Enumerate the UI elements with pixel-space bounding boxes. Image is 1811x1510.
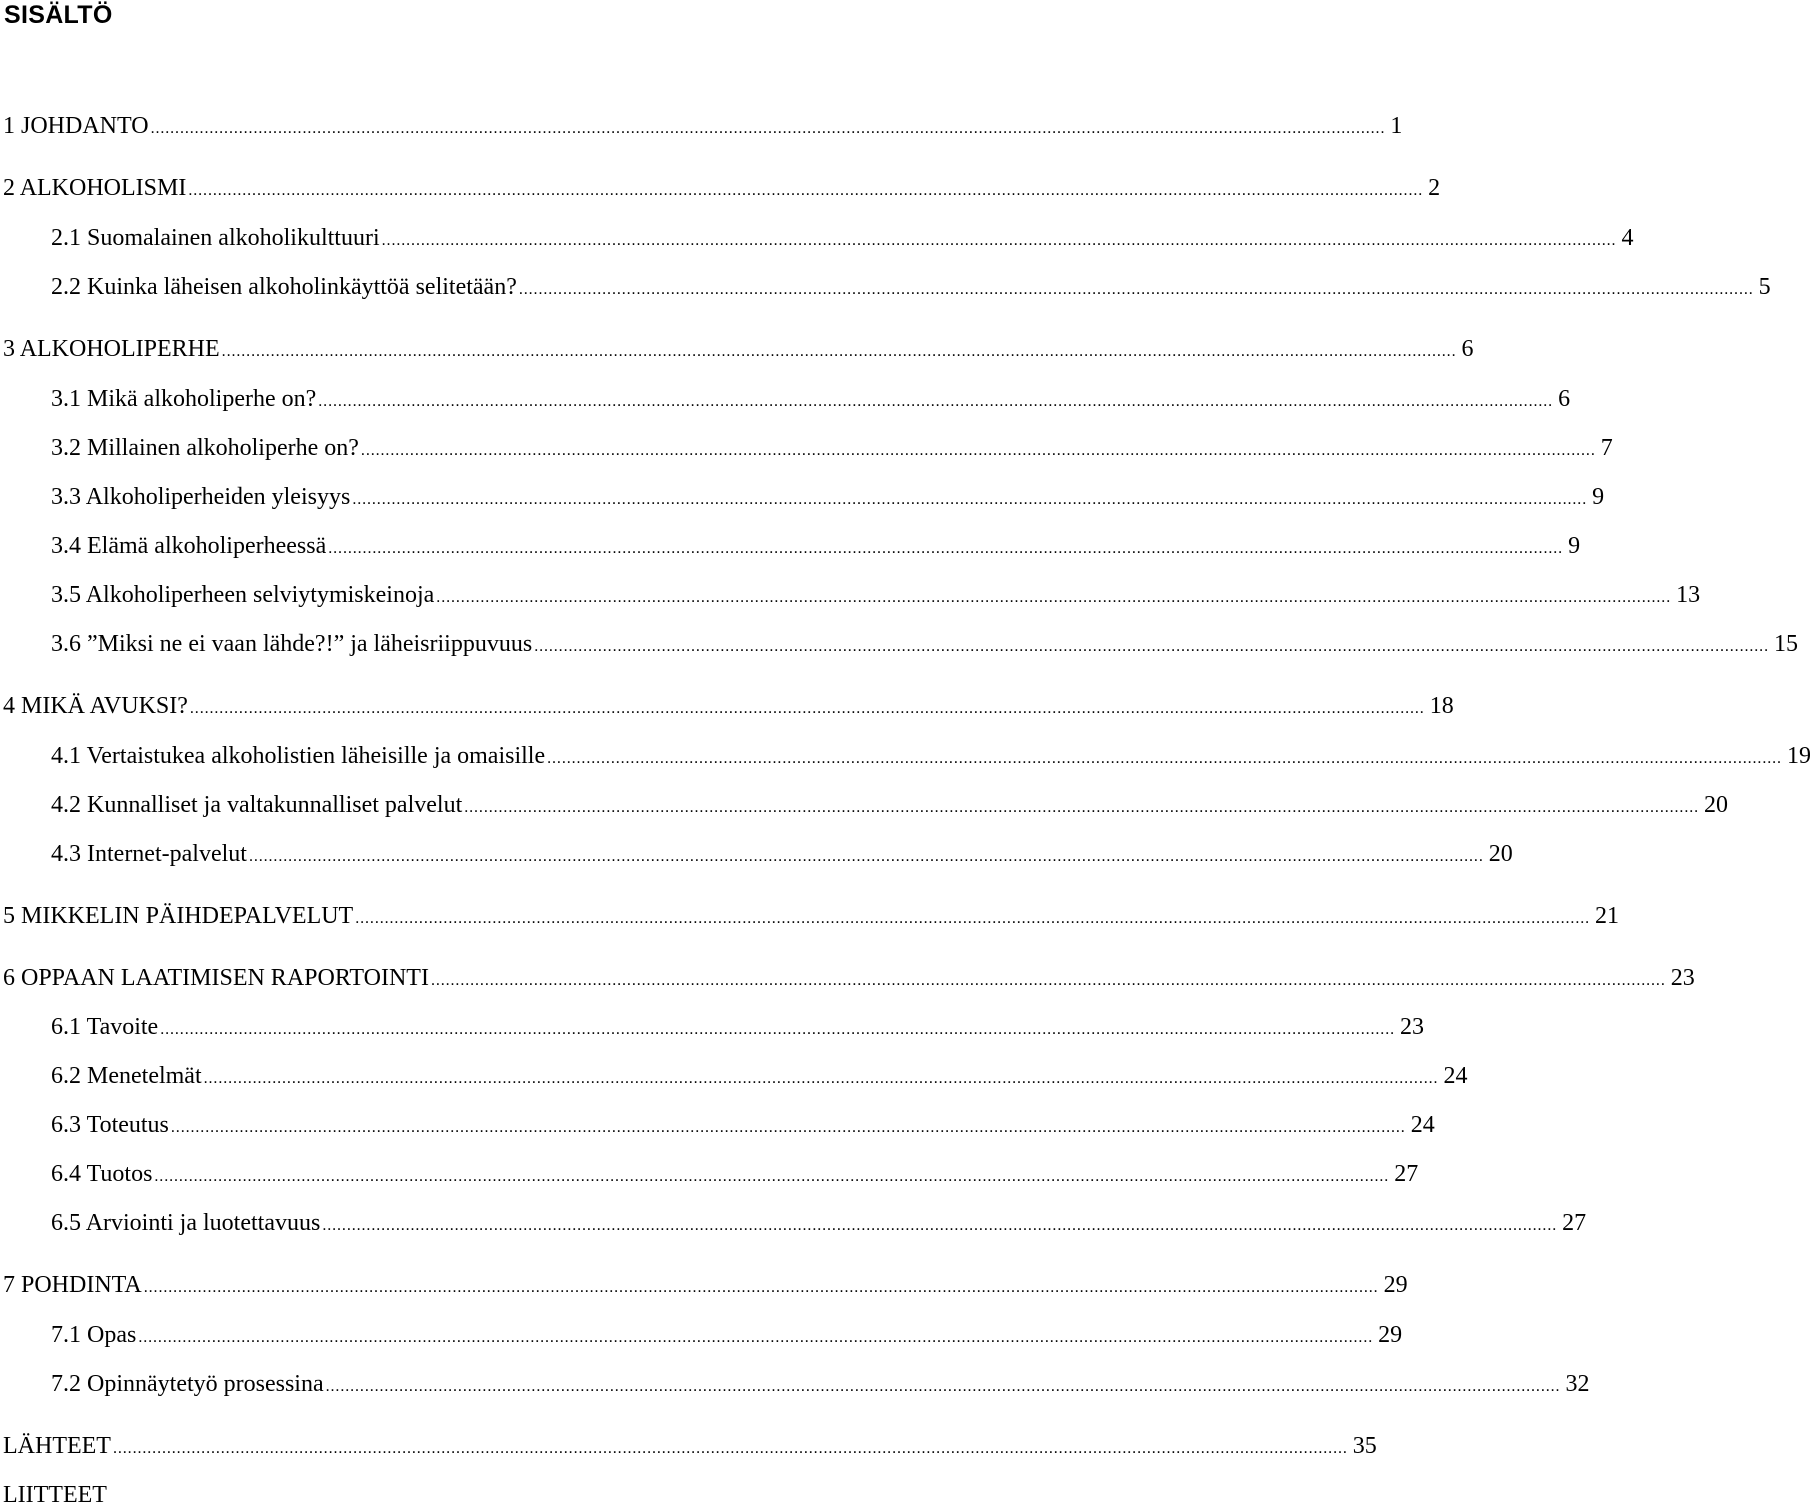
toc-leader: ............................................................................................................................................................................................................................................................ [318, 393, 1554, 410]
toc-page-number: 9 [1592, 484, 1605, 510]
toc-leader: ............................................................................................................................................................................................................................................................ [355, 910, 1591, 927]
toc-title: Menetelmät [87, 1063, 202, 1089]
toc-leader: ............................................................................................................................................................................................................................................................ [464, 799, 1700, 816]
toc-leader: ............................................................................................................................................................................................................................................................ [203, 1070, 1439, 1087]
toc-title: Alkoholiperheiden yleisyys [85, 484, 351, 510]
toc-number: 4 [3, 693, 15, 719]
toc-title: Vertaistukea alkoholistien läheisille ja omaisille [86, 743, 546, 769]
toc-number: 2.2 [51, 274, 81, 300]
toc-leader: ............................................................................................................................................................................................................................................................ [154, 1168, 1390, 1185]
toc-number: 7 [3, 1272, 15, 1298]
toc-entry[interactable] [3, 111, 1403, 141]
toc-leader: ............................................................................................................................................................................................................................................................ [352, 491, 1588, 508]
toc-page-number: 5 [1758, 274, 1771, 300]
toc-title: LIITTEET [3, 1482, 107, 1508]
toc-number: 6.2 [51, 1063, 81, 1089]
toc-number: 4.1 [51, 743, 81, 769]
toc-page-number: 7 [1600, 435, 1613, 461]
toc-page-number: 35 [1352, 1433, 1377, 1459]
toc-title: ALKOHOLIPERHE [19, 336, 220, 362]
toc-title: Internet-palvelut [87, 841, 247, 867]
toc-entry[interactable] [51, 1208, 1587, 1238]
toc-page-number: 29 [1378, 1322, 1403, 1348]
toc-leader: ............................................................................................................................................................................................................................................................ [188, 182, 1424, 199]
toc-page-number: 27 [1562, 1210, 1587, 1236]
toc-page-number: 24 [1443, 1063, 1468, 1089]
toc-entry[interactable] [51, 1159, 1419, 1189]
toc-title: Tavoite [86, 1014, 159, 1040]
toc-number: 6.4 [51, 1161, 81, 1187]
toc-leader: ............................................................................................................................................................................................................................................................ [328, 540, 1564, 557]
toc-title: MIKKELIN PÄIHDEPALVELUT [21, 903, 354, 929]
toc-leader: ............................................................................................................................................................................................................................................................ [325, 1378, 1561, 1395]
toc-number: 3.4 [51, 533, 81, 559]
toc-entry[interactable] [51, 1012, 1425, 1042]
toc-entry[interactable] [51, 1369, 1590, 1399]
toc-entry[interactable] [51, 384, 1571, 414]
toc-title: Mikä alkoholiperhe on? [87, 386, 317, 412]
toc-entry[interactable] [51, 482, 1605, 512]
toc-leader: ............................................................................................................................................................................................................................................................ [322, 1217, 1558, 1234]
toc-number: 6.3 [51, 1112, 81, 1138]
toc-title: ”Miksi ne ei vaan lähde?!” ja läheisriippuvuus [87, 631, 533, 657]
toc-entry[interactable] [51, 433, 1613, 463]
toc-page-number: 32 [1565, 1371, 1590, 1397]
toc-leader: ............................................................................................................................................................................................................................................................ [547, 750, 1782, 767]
toc-page-number: 6 [1461, 336, 1474, 362]
toc-page-number: 21 [1595, 903, 1620, 929]
toc-page-number: 2 [1428, 175, 1441, 201]
toc-title: Arviointi ja luotettavuus [85, 1210, 321, 1236]
toc-page-number: 4 [1621, 225, 1634, 251]
toc-number: 3.5 [51, 582, 81, 608]
toc-title: ALKOHOLISMI [19, 175, 187, 201]
toc-page-number: 24 [1410, 1112, 1435, 1138]
toc-entry[interactable] [51, 1061, 1468, 1091]
toc-title: LÄHTEET [3, 1433, 111, 1459]
toc-page-number: 15 [1774, 631, 1798, 657]
toc-leader: ............................................................................................................................................................................................................................................................ [360, 442, 1596, 459]
toc-page-number: 20 [1704, 792, 1729, 818]
toc-title: Opas [87, 1322, 137, 1348]
toc-title: Elämä alkoholiperheessä [87, 533, 327, 559]
toc-number: 6 [3, 965, 15, 991]
toc-entry[interactable] [3, 963, 1695, 993]
toc-number: 3.1 [51, 386, 81, 412]
toc-number: 2.1 [51, 225, 81, 251]
toc-number: 3 [3, 336, 15, 362]
toc-entry[interactable] [51, 1320, 1403, 1350]
toc-number: 3.2 [51, 435, 81, 461]
toc-leader: ............................................................................................................................................................................................................................................................ [112, 1440, 1348, 1457]
page-title: SISÄLTÖ [4, 1, 113, 29]
toc-number: 7.2 [51, 1371, 81, 1397]
toc-entry[interactable] [3, 173, 1441, 203]
toc-entry[interactable] [3, 1480, 954, 1510]
toc-entry[interactable] [3, 691, 1454, 721]
toc-entry[interactable] [51, 790, 1729, 820]
toc-entry[interactable] [51, 839, 1513, 869]
toc-entry[interactable] [51, 1110, 1435, 1140]
toc-entry[interactable] [3, 1270, 1408, 1300]
toc-number: 5 [3, 903, 15, 929]
toc-number: 4.3 [51, 841, 81, 867]
toc-number: 3.3 [51, 484, 81, 510]
toc-entry[interactable] [3, 334, 1474, 364]
toc-entry[interactable] [51, 272, 1771, 302]
toc-number: 4.2 [51, 792, 81, 818]
toc-title: JOHDANTO [21, 113, 149, 139]
toc-leader: ............................................................................................................................................................................................................................................................ [248, 848, 1484, 865]
toc-page-number: 9 [1568, 533, 1581, 559]
toc-entry[interactable] [51, 223, 1634, 253]
toc-entry[interactable] [51, 741, 1811, 771]
toc-page-number: 29 [1383, 1272, 1408, 1298]
toc-title: OPPAAN LAATIMISEN RAPORTOINTI [21, 965, 429, 991]
toc-title: Kunnalliset ja valtakunnalliset palvelut [87, 792, 463, 818]
toc-leader: ............................................................................................................................................................................................................................................................ [189, 700, 1425, 717]
toc-leader: ............................................................................................................................................................................................................................................................ [534, 638, 1769, 655]
toc-entry[interactable] [3, 1431, 1377, 1461]
toc-page-number: 20 [1488, 841, 1513, 867]
toc-number: 6.5 [51, 1210, 81, 1236]
toc-leader: ............................................................................................................................................................................................................................................................ [150, 120, 1386, 137]
toc-title: MIKÄ AVUKSI? [21, 693, 188, 719]
toc-leader: ............................................................................................................................................................................................................................................................ [381, 232, 1617, 249]
toc-title: Opinnäytetyö prosessina [87, 1371, 324, 1397]
toc-page-number: 1 [1390, 113, 1403, 139]
toc-page-number: 19 [1786, 743, 1811, 769]
toc-page-number: 6 [1558, 386, 1571, 412]
toc-title: Toteutus [86, 1112, 169, 1138]
toc-number: 3.6 [51, 631, 81, 657]
toc-page-number: 27 [1394, 1161, 1419, 1187]
toc-number: 2 [3, 175, 15, 201]
toc-title: Suomalainen alkoholikulttuuri [87, 225, 380, 251]
toc-title: Alkoholiperheen selviytymiskeinoja [85, 582, 435, 608]
toc-entry[interactable] [51, 580, 1701, 610]
toc-title: Millainen alkoholiperhe on? [87, 435, 359, 461]
toc-entry[interactable] [51, 629, 1798, 659]
toc-page-number: 13 [1676, 582, 1701, 608]
toc-number: 7.1 [51, 1322, 81, 1348]
toc-leader: ............................................................................................................................................................................................................................................................ [430, 972, 1666, 989]
toc-leader: ............................................................................................................................................................................................................................................................ [221, 343, 1457, 360]
toc-leader: ............................................................................................................................................................................................................................................................ [138, 1329, 1374, 1346]
toc-page-number: 23 [1400, 1014, 1425, 1040]
toc-entry[interactable] [3, 901, 1620, 931]
toc-page-number: 18 [1429, 693, 1454, 719]
toc-title: POHDINTA [21, 1272, 142, 1298]
toc-number: 1 [3, 113, 15, 139]
toc-page-number: 23 [1670, 965, 1695, 991]
toc-title: Tuotos [86, 1161, 153, 1187]
toc-entry[interactable] [51, 531, 1581, 561]
toc-title: Kuinka läheisen alkoholinkäyttöä selitetään? [87, 274, 517, 300]
toc-leader: ............................................................................................................................................................................................................................................................ [160, 1021, 1396, 1038]
toc-leader: ............................................................................................................................................................................................................................................................ [518, 281, 1754, 298]
toc-number: 6.1 [51, 1014, 81, 1040]
toc-leader: ............................................................................................................................................................................................................................................................ [143, 1279, 1379, 1296]
toc-leader: ............................................................................................................................................................................................................................................................ [170, 1119, 1406, 1136]
toc-leader: ............................................................................................................................................................................................................................................................ [436, 589, 1672, 606]
